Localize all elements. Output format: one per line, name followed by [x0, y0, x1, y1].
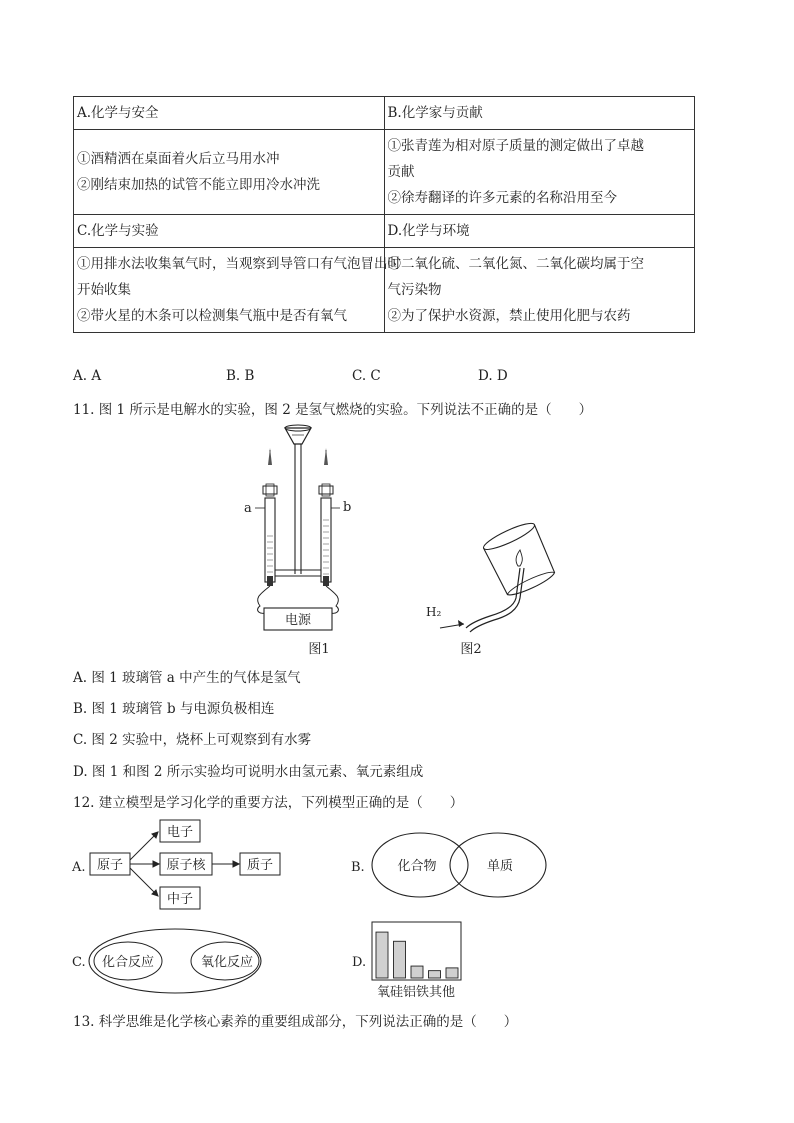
label-a: a	[244, 501, 252, 516]
q12-d-letter: D.	[352, 955, 367, 970]
q12-c-letter: C.	[72, 955, 86, 970]
cell-d-line-2: 气污染物	[387, 282, 442, 298]
oxidation-label: 氧化反应	[200, 955, 254, 970]
hydrogen-burning-figure	[420, 520, 565, 658]
cell-b-line-3: ②徐寿翻译的许多元素的名称沿用至今	[387, 190, 617, 206]
element-abundance-chart	[348, 918, 473, 1003]
q10-option-c: C. C	[352, 368, 381, 384]
cell-c-line-2: 开始收集	[77, 282, 131, 298]
cell-d-line-1: ①二氧化硫、二氧化氮、二氧化碳均属于空	[387, 256, 644, 272]
cell-d-body	[384, 248, 695, 333]
cell-b-line-1: ①张青莲为相对原子质量的测定做出了卓越	[387, 138, 644, 154]
element-label: 单质	[486, 859, 514, 874]
compound-label: 化合物	[397, 859, 437, 874]
q10-option-d: D. D	[478, 368, 508, 384]
neutron-box: 中子	[166, 892, 194, 907]
q11-option-a: A. 图 1 玻璃管 a 中产生的气体是氢气	[73, 670, 301, 686]
electrolysis-figure	[230, 420, 370, 658]
atom-structure-diagram	[70, 815, 300, 915]
nucleus-box: 原子核	[166, 858, 206, 873]
cell-b-line-2: 贡献	[387, 164, 415, 180]
combination-label: 化合反应	[101, 955, 155, 970]
cell-c-line-1: ①用排水法收集氧气时，当观察到导管口有气泡冒出时	[77, 256, 401, 272]
cell-c-body	[74, 248, 401, 333]
bar-铝	[411, 966, 423, 978]
bar-硅	[394, 941, 406, 978]
electron-box: 电子	[166, 825, 194, 840]
q13-stem: 13. 科学思维是化学核心素养的重要组成部分，下列说法正确的是（ ）	[73, 1014, 518, 1030]
cell-c-line-3: ②带火星的木条可以检测集气瓶中是否有氧气	[77, 308, 347, 324]
fig2-caption: 图2	[460, 642, 482, 657]
fig1-caption: 图1	[308, 642, 330, 657]
cell-a-line-1: ①酒精洒在桌面着火后立马用水冲	[77, 151, 280, 167]
cell-b-header: B.化学家与贡献	[384, 97, 695, 130]
q10-table	[73, 96, 695, 333]
cell-a-header: A.化学与安全	[74, 97, 385, 130]
proton-box: 质子	[246, 858, 274, 873]
cell-c-header: C.化学与实验	[74, 215, 385, 248]
q12-stem: 12. 建立模型是学习化学的重要方法，下列模型正确的是（ ）	[73, 795, 464, 811]
cell-d-header: D.化学与环境	[384, 215, 695, 248]
q12-b-letter: B.	[351, 860, 365, 875]
power-label: 电源	[284, 613, 312, 628]
cell-b-body	[384, 130, 695, 215]
compound-element-diagram	[345, 825, 555, 905]
bar-铁	[429, 971, 441, 978]
atom-box: 原子	[96, 858, 124, 873]
q11-stem: 11. 图 1 所示是电解水的实验，图 2 是氢气燃烧的实验。下列说法不正确的是（ ）	[73, 402, 593, 418]
q12-a-letter: A.	[72, 860, 86, 875]
q11-option-c: C. 图 2 实验中，烧杯上可观察到有水雾	[73, 732, 312, 748]
q11-option-d: D. 图 1 和图 2 所示实验均可说明水由氢元素、氧元素组成	[73, 764, 424, 780]
label-b: b	[343, 500, 352, 515]
bar-其他	[446, 968, 458, 978]
bar-氧	[376, 932, 388, 978]
q10-option-b: B. B	[226, 368, 255, 384]
h2-label: H₂	[426, 605, 442, 619]
q10-option-a: A. A	[73, 368, 102, 384]
reaction-type-diagram	[70, 925, 270, 1000]
cell-d-line-3: ②为了保护水资源，禁止使用化肥与农药	[387, 308, 631, 324]
cell-a-body	[74, 130, 385, 215]
q11-option-b: B. 图 1 玻璃管 b 与电源负极相连	[73, 701, 275, 717]
chart-category-labels: 氧硅铝铁其他	[376, 985, 456, 1000]
cell-a-line-2: ②刚结束加热的试管不能立即用冷水冲洗	[77, 177, 320, 193]
